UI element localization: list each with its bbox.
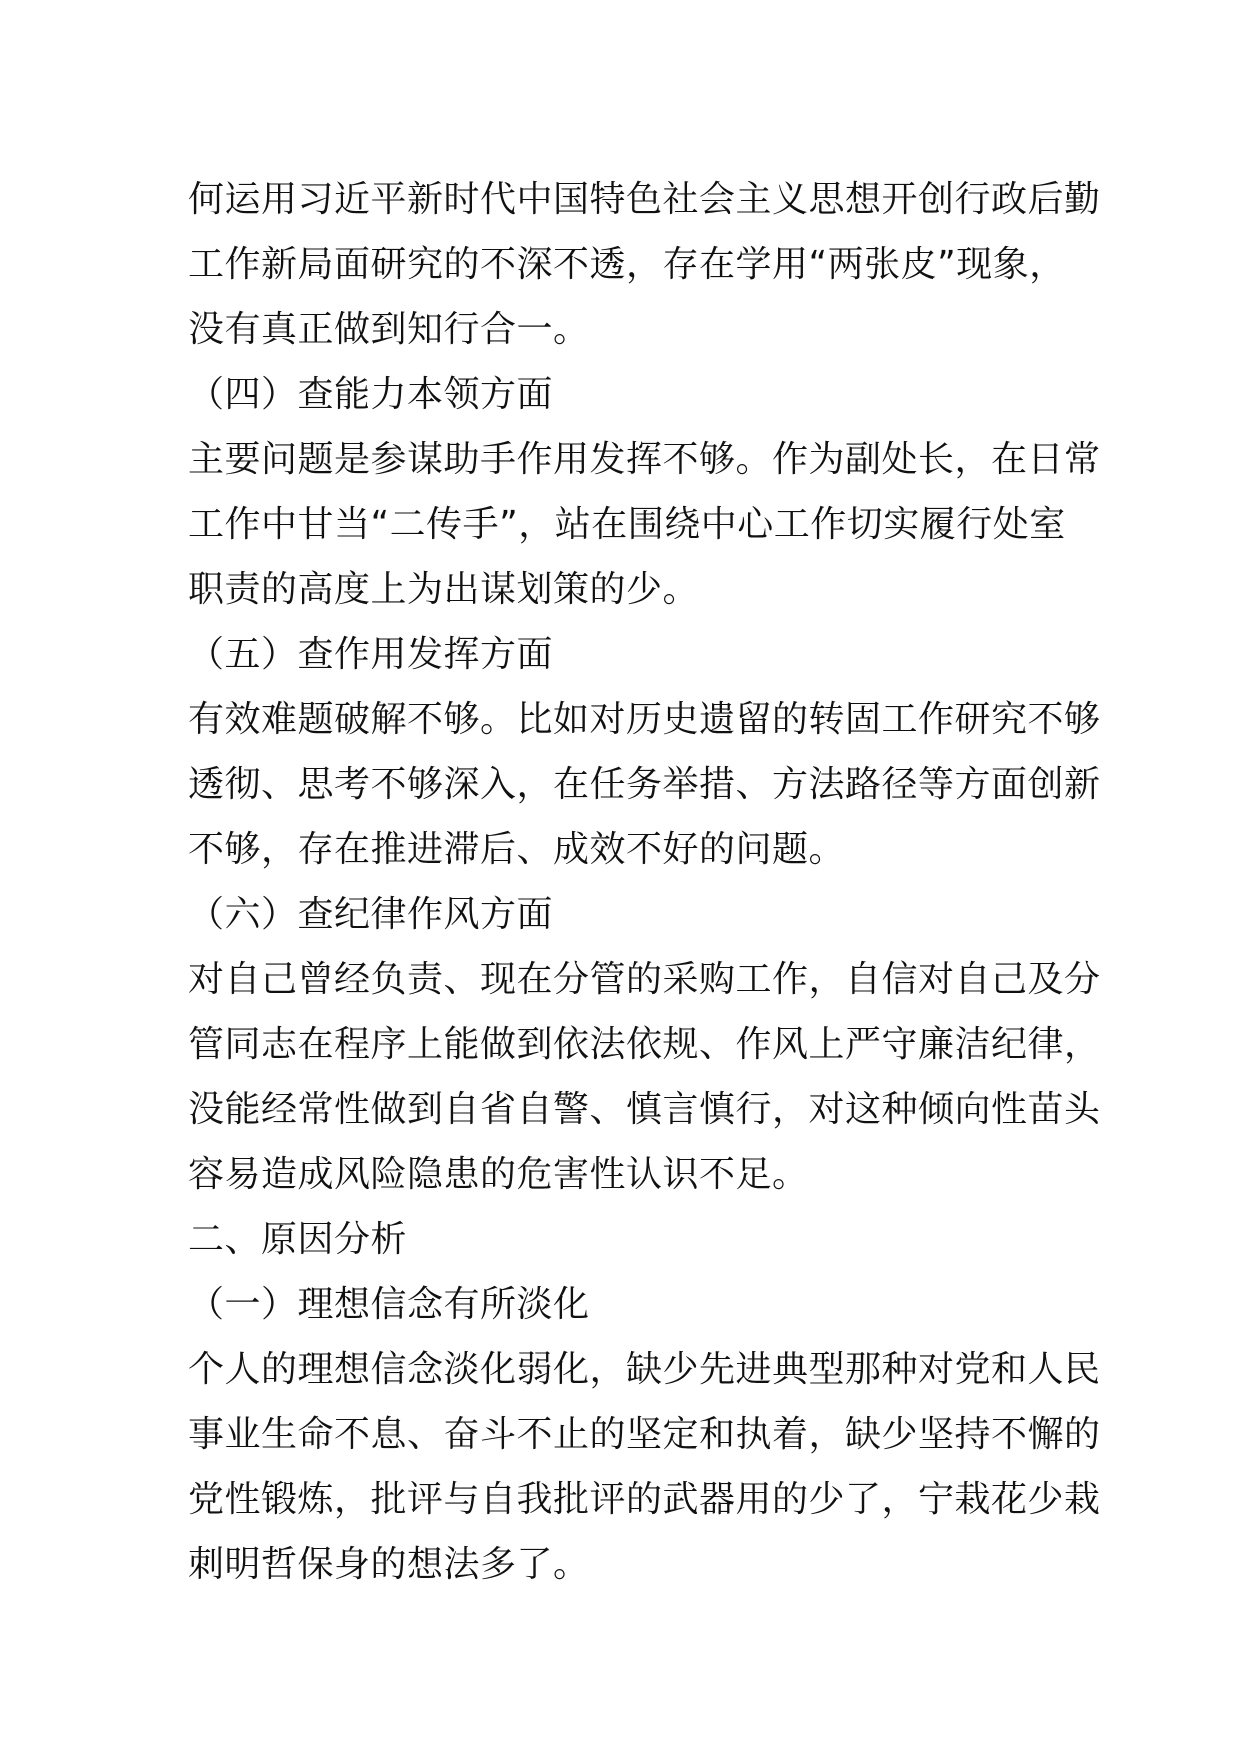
text-line: 有效难题破解不够。比如对历史遗留的转固工作研究不够 bbox=[188, 699, 1101, 740]
text-line: 党性锻炼，批评与自我批评的武器用的少了，宁栽花少栽 bbox=[188, 1479, 1101, 1520]
text-line: 工作新局面研究的不深不透，存在学用“两张皮”现象， bbox=[188, 244, 1066, 285]
text-line: 个人的理想信念淡化弱化，缺少先进典型那种对党和人民 bbox=[188, 1349, 1101, 1390]
text-line: 管同志在程序上能做到依法依规、作风上严守廉洁纪律， bbox=[188, 1024, 1101, 1065]
text-line: 事业生命不息、奋斗不止的坚定和执着，缺少坚持不懈的 bbox=[188, 1414, 1101, 1455]
text-line: 主要问题是参谋助手作用发挥不够。作为副处长，在日常 bbox=[188, 439, 1101, 480]
section-heading: （五）查作用发挥方面 bbox=[188, 634, 554, 675]
text-line: 对自己曾经负责、现在分管的采购工作，自信对自己及分 bbox=[188, 959, 1101, 1000]
text-line: 不够，存在推进滞后、成效不好的问题。 bbox=[188, 829, 846, 870]
text-line: 工作中甘当“二传手”，站在围绕中心工作切实履行处室 bbox=[188, 504, 1066, 545]
section-heading: （四）查能力本领方面 bbox=[188, 374, 554, 415]
text-line: 容易造成风险隐患的危害性认识不足。 bbox=[188, 1154, 809, 1195]
text-line: 没能经常性做到自省自警、慎言慎行，对这种倾向性苗头 bbox=[188, 1089, 1101, 1130]
text-line: 刺明哲保身的想法多了。 bbox=[188, 1544, 590, 1585]
text-line: 职责的高度上为出谋划策的少。 bbox=[188, 569, 700, 610]
document-page bbox=[188, 167, 1101, 1597]
text-line: 没有真正做到知行合一。 bbox=[188, 309, 590, 350]
text-line: 何运用习近平新时代中国特色社会主义思想开创行政后勤 bbox=[188, 179, 1101, 220]
chapter-heading: 二、原因分析 bbox=[188, 1219, 408, 1260]
text-line: 透彻、思考不够深入，在任务举措、方法路径等方面创新 bbox=[188, 764, 1101, 805]
section-heading: （一）理想信念有所淡化 bbox=[188, 1284, 590, 1325]
section-heading: （六）查纪律作风方面 bbox=[188, 894, 554, 935]
